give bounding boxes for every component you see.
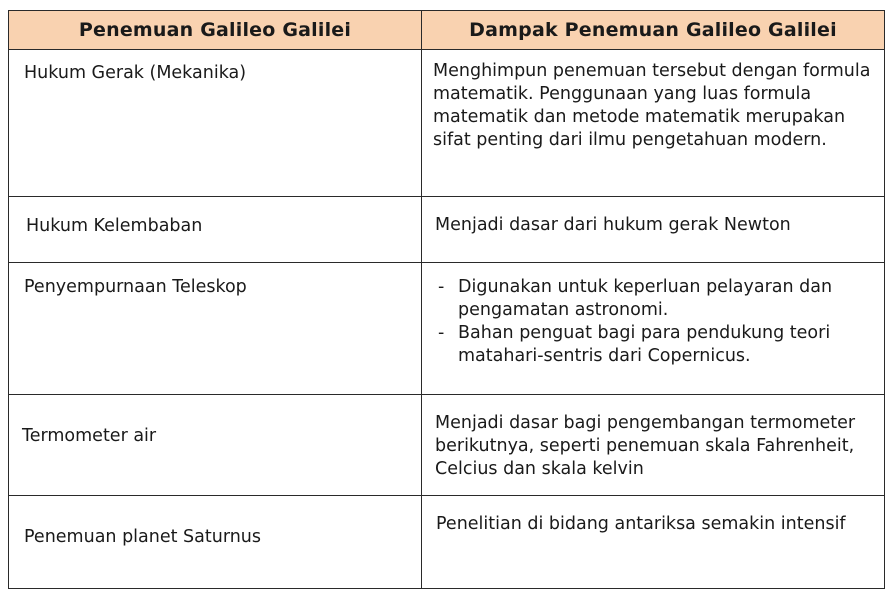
impact-cell — [422, 263, 885, 395]
discovery-text: Hukum Gerak (Mekanika) — [24, 63, 247, 83]
list-item — [438, 322, 872, 368]
discovery-cell — [9, 50, 422, 197]
impact-cell — [422, 50, 885, 197]
impact-cell — [422, 197, 885, 263]
table-row — [9, 197, 885, 263]
discovery-text: Penemuan planet Saturnus — [24, 527, 262, 547]
discovery-cell — [9, 395, 422, 496]
impact-list-wrap — [422, 263, 884, 368]
impact-text: Penelitian di bidang antariksa semakin intensif — [436, 514, 846, 534]
table-row — [9, 496, 885, 589]
impact-text: Menjadi dasar dari hukum gerak Newton — [435, 215, 791, 235]
dash-bullet: - — [438, 323, 445, 343]
impact-list — [438, 276, 872, 368]
discovery-text: Hukum Kelembaban — [26, 216, 203, 236]
galileo-table-container — [8, 10, 884, 588]
list-item — [438, 276, 872, 322]
discovery-cell — [9, 197, 422, 263]
impact-cell — [422, 496, 885, 589]
table-row — [9, 50, 885, 197]
discovery-text: Penyempurnaan Teleskop — [24, 277, 247, 297]
impact-text: Menjadi dasar bagi pengembangan termometer berikutnya, seperti penemuan skala Fahrenheit, Celcius dan skala kelvin — [435, 413, 856, 479]
galileo-discoveries-table — [8, 10, 885, 589]
header-impact: Dampak Penemuan Galileo Galilei — [422, 11, 885, 50]
table-row — [9, 263, 885, 395]
discovery-text: Termometer air — [22, 426, 157, 446]
impact-text: Menghimpun penemuan tersebut dengan formula matematik. Penggunaan yang luas formula matematik dan metode matematik merupakan sifat penting dari ilmu pengetahuan modern. — [433, 61, 871, 150]
discovery-cell — [9, 496, 422, 589]
table-header-row — [9, 11, 885, 50]
table-row — [9, 395, 885, 496]
list-item-text: Digunakan untuk keperluan pelayaran dan pengamatan astronomi. — [458, 277, 833, 320]
header-discovery: Penemuan Galileo Galilei — [9, 11, 422, 50]
list-item-text: Bahan penguat bagi para pendukung teori matahari-sentris dari Copernicus. — [458, 323, 831, 366]
impact-cell — [422, 395, 885, 496]
dash-bullet: - — [438, 277, 445, 297]
discovery-cell — [9, 263, 422, 395]
